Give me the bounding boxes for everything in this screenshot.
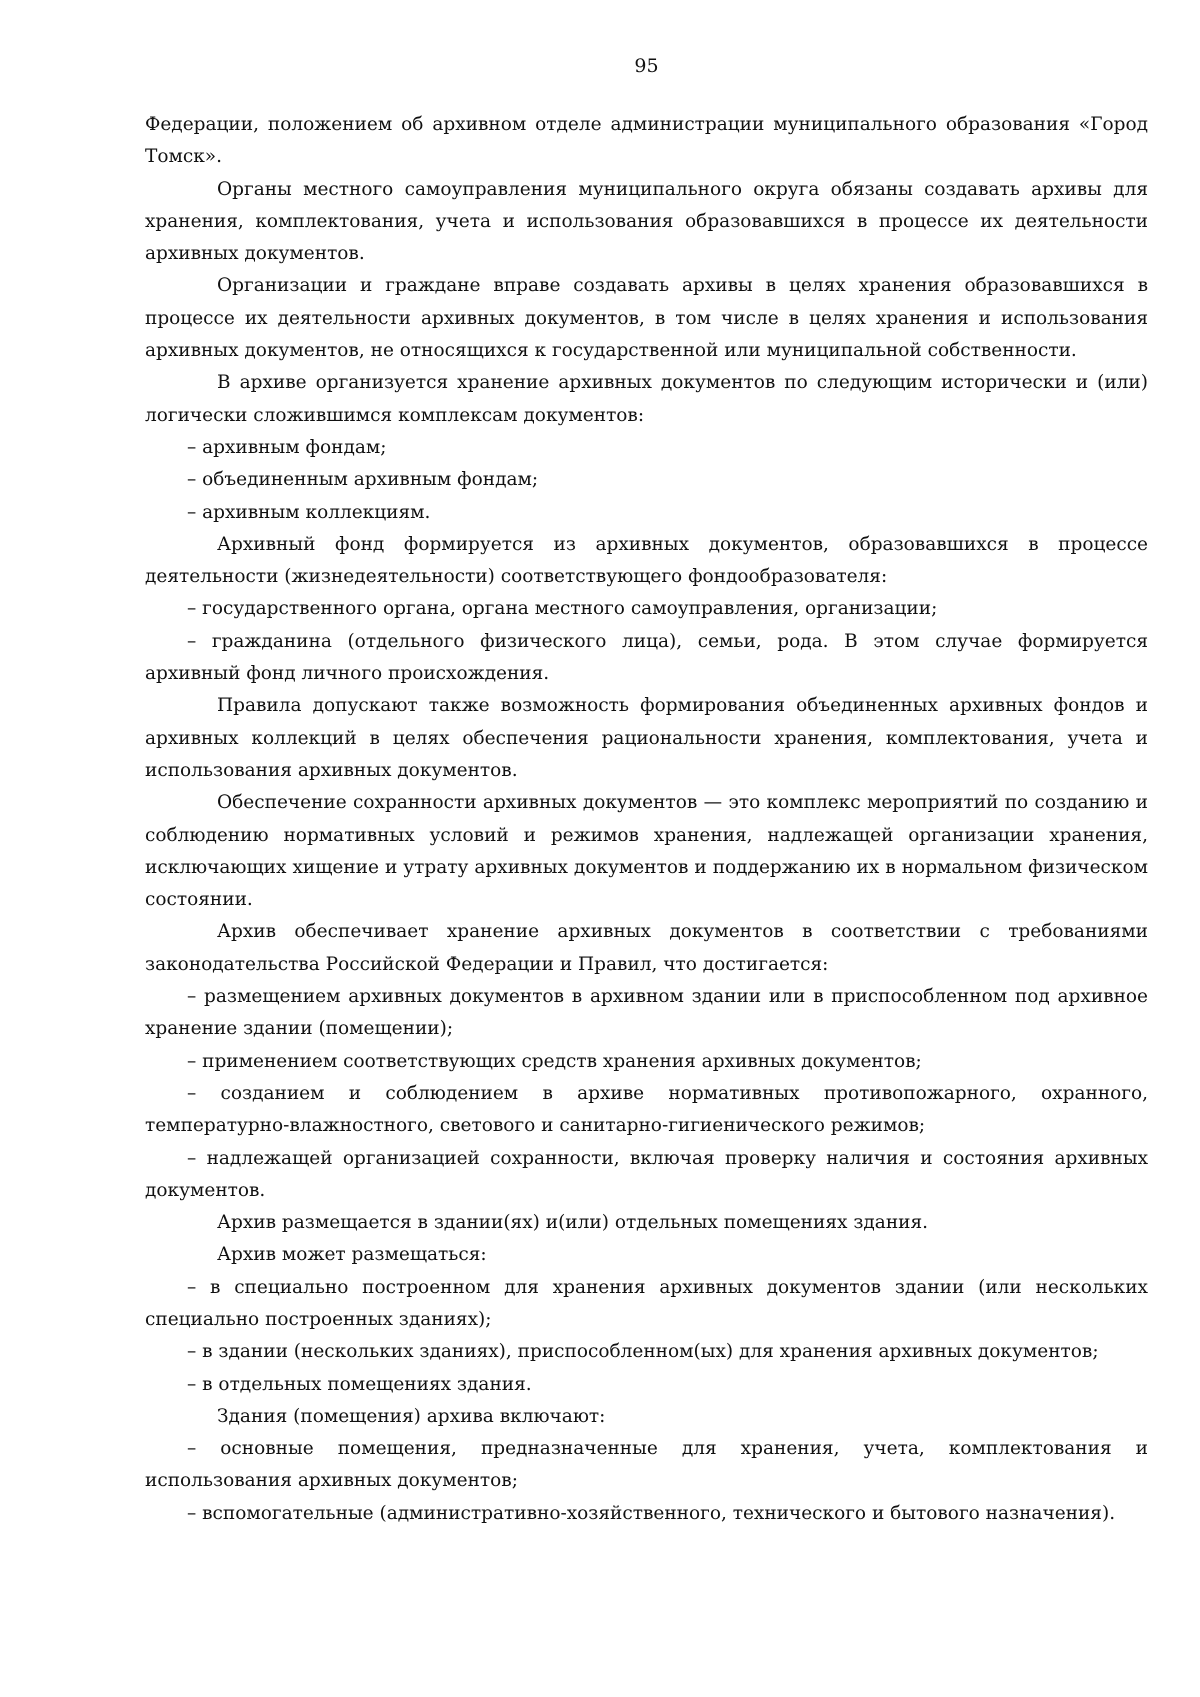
paragraph: Федерации, положением об архивном отделе администрации муниципального образования «Город Томск». <box>145 114 1148 168</box>
list-item: – государственного органа, органа местного самоуправления, организации; <box>187 598 938 620</box>
paragraph: Здания (помещения) архива включают: <box>217 1405 606 1427</box>
list-item: – архивным фондам; <box>187 436 387 458</box>
list-item: – архивным коллекциям. <box>187 501 431 523</box>
paragraph: Архив размещается в здании(ях) и(или) отдельных помещениях здания. <box>217 1212 929 1234</box>
paragraph: Правила допускают также возможность формирования объединенных архивных фондов и архивных коллекций в целях обеспечения рациональности хранения, комплектования, учета и использования архивных документов. <box>145 695 1148 781</box>
list-item: – в специально построенном для хранения архивных документов здании (или нескольких специально построенных зданиях); <box>145 1276 1148 1330</box>
list-item: – созданием и соблюдением в архиве нормативных противопожарного, охранного, температурно-влажностного, светового и санитарно-гигиенического режимов; <box>145 1082 1148 1137</box>
list-item: – применением соответствующих средств хранения архивных документов; <box>187 1050 922 1072</box>
paragraph: Архив может размещаться: <box>217 1244 487 1266</box>
paragraph: Архивный фонд формируется из архивных документов, образовавшихся в процессе деятельности (жизнедеятельности) соответствующего фондообразователя: <box>145 533 1148 588</box>
document-body <box>145 109 1148 1530</box>
paragraph: Организации и граждане вправе создавать архивы в целях хранения образовавшихся в процессе их деятельности архивных документов, в том числе в целях хранения и использования архивных документов, не относящихся к государственной или муниципальной собственности. <box>145 275 1148 362</box>
list-item: – гражданина (отдельного физического лица), семьи, рода. В этом случае формируется архивный фонд личного происхождения. <box>145 630 1148 685</box>
list-item: – размещением архивных документов в архивном здании или в приспособленном под архивное хранение здании (помещении); <box>145 986 1148 1040</box>
list-item: – основные помещения, предназначенные для хранения, учета, комплектования и использования архивных документов; <box>145 1438 1148 1492</box>
list-item: – надлежащей организацией сохранности, включая проверку наличия и состояния архивных документов. <box>145 1147 1148 1201</box>
list-item: – объединенным архивным фондам; <box>187 469 539 491</box>
paragraph: Архив обеспечивает хранение архивных документов в соответствии с требованиями законодательства Российской Федерации и Правил, что достигается: <box>145 921 1148 975</box>
paragraph: В архиве организуется хранение архивных документов по следующим исторически и (или) логически сложившимся комплексам документов: <box>145 372 1148 426</box>
list-item: – в здании (нескольких зданиях), приспособленном(ых) для хранения архивных документов; <box>187 1341 1099 1363</box>
paragraph: Обеспечение сохранности архивных документов — это комплекс мероприятий по созданию и соблюдению нормативных условий и режимов хранения, надлежащей организации хранения, исключающих хищение и утрату архивных документов и поддержанию их в нормальном физическом состоянии. <box>145 792 1148 911</box>
list-item: – в отдельных помещениях здания. <box>187 1373 532 1395</box>
paragraph: Органы местного самоуправления муниципального округа обязаны создавать архивы для хранения, комплектования, учета и использования образовавшихся в процессе их деятельности архивных документов. <box>145 178 1148 265</box>
list-item: – вспомогательные (административно-хозяйственного, технического и бытового назначения). <box>187 1502 1116 1524</box>
page-number: 95 <box>634 55 659 77</box>
